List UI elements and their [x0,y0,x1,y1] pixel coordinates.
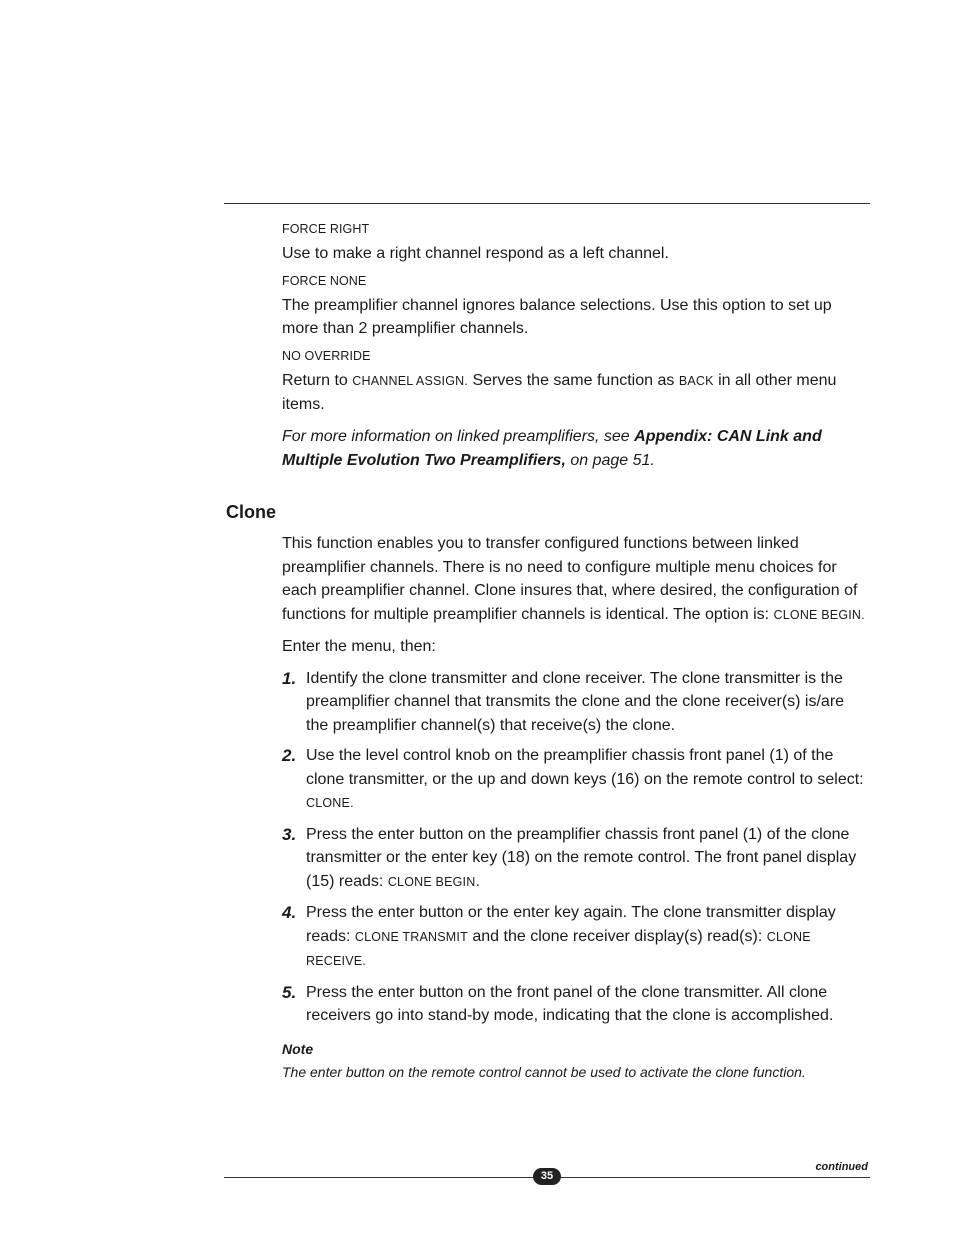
channel-assign-label: CHANNEL ASSIGN. [352,373,469,388]
clone-begin-label: CLONE BEGIN. [773,607,865,622]
reference-before: For more information on linked preamplifiers, see [282,427,635,445]
clone-section [282,532,870,1082]
clone-intro [282,532,870,627]
step-text-main: Press the enter button on the preamplifier chassis front panel (1) of the clone transmitter or the enter key (18) on the remote control. The front panel display (15) reads: [306,825,857,890]
note-title: Note [282,1040,314,1057]
step-number: 2. [282,746,297,765]
step-text: Press the enter button on the front panel of the clone transmitter. All clone receivers go into stand-by mode, indicating that the clone is accomplished. [306,983,834,1024]
option-term-force-none: FORCE NONE [282,273,367,288]
top-rule [224,203,870,204]
clone-steps [282,667,870,1028]
reference-appendix-title: Appendix: CAN Link and Multiple Evolution Two Preamplifiers, [282,427,822,469]
option-desc-force-none: The preamplifier channel ignores balance selections. Use this option to set up more than 2 preamplifier channels. [282,296,832,337]
no-override-middle: Serves the same function as [468,371,679,389]
step-number: 1. [282,668,297,688]
clone-receive-label: CLONE RECEIVE. [306,929,811,968]
clone-intro-text: This function enables you to transfer configured functions between linked preamplifier channels. There is no need to configure multiple menu choices for each preamplifier channel. Clone insures that, where desired, the configuration of functions for multiple preamplifier channels is identical. The option is: [282,535,858,623]
reference-note [282,425,870,473]
step-text [306,744,870,816]
option-desc-force-right: Use to make a right channel respond as a left channel. [282,245,669,262]
step-text: Identify the clone transmitter and clone receiver. The clone transmitter is the preamplifier channel that transmits the clone and the clone receiver(s) is/are the preamplifier channel(s) that receive(s) the clone. [306,669,845,734]
step-text [306,823,870,895]
step-text [306,901,870,974]
step-item [282,981,870,1028]
step-number: 3. [282,824,297,844]
step-item [282,667,870,738]
option-desc-no-override [282,369,870,417]
step-number: 5. [282,982,297,1002]
no-override-after: in all other menu items. [282,371,837,413]
section-heading-clone: Clone [226,502,277,522]
options-section [282,222,870,473]
option-term-force-right: FORCE RIGHT [282,222,370,236]
clone-transmit-label: CLONE TRANSMIT [354,929,468,944]
note-text: The enter button on the remote control cannot be used to activate the clone function. [282,1063,806,1080]
step-text-main: Use the level control knob on the preamplifier chassis front panel (1) of the clone transmitter, or the up and down keys (16) on the remote control to select: [306,747,864,788]
continued-label: continued [815,1161,868,1173]
step-item [282,823,870,895]
step-item [282,901,870,974]
step-number: 4. [282,903,297,922]
step-text-main: Press the enter button or the enter key again. The clone transmitter display reads: [306,904,836,945]
reference-after: on page 51. [565,451,655,469]
page-number-badge: 35 [533,1168,561,1185]
clone-label: CLONE. [306,796,354,810]
back-label: BACK [678,373,714,388]
clone-begin-label: CLONE BEGIN [387,874,476,889]
clone-enter-menu: Enter the menu, then: [282,638,436,655]
step-text-after: . [475,872,480,890]
step-text-middle: and the clone receiver display(s) read(s): [467,927,767,945]
step-item [282,744,870,816]
option-term-no-override: NO OVERRIDE [282,348,371,363]
no-override-before: Return to [282,371,353,389]
